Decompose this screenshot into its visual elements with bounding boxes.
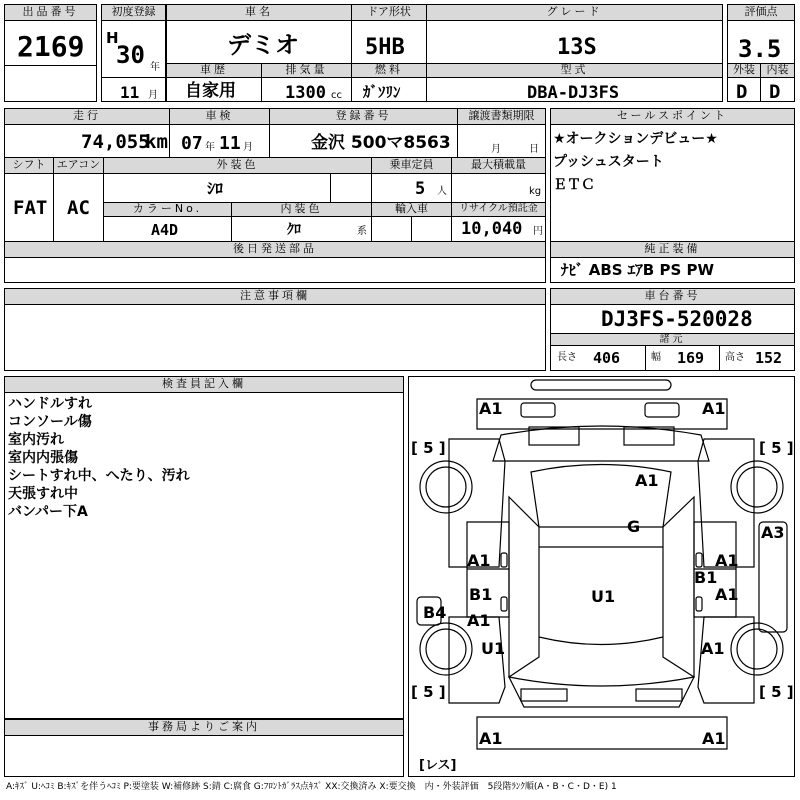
damage-rear-left: A1 xyxy=(479,729,503,748)
exterior-grade: D xyxy=(736,81,748,103)
damage-right-rear-fender: A1 xyxy=(701,639,725,658)
note-line: ハンドルすれ xyxy=(8,396,92,412)
displacement-header: 排気量 xyxy=(262,64,351,78)
chassis-box xyxy=(550,288,795,371)
score-box xyxy=(727,4,795,102)
legend: A:ｷｽﾞ U:ﾍｺﾐ B:ｷｽﾞを伴うﾍｺﾐ P:要塗装 W:補修跡 S:錆 C:腐食 G:ﾌﾛﾝﾄｶﾞﾗｽ点ｷｽﾞ XX:交換済み X:要交換 内・外装評価 5段階ﾗﾝｸ順(A・B・C・D・E) 1 xyxy=(6,782,617,792)
displacement: 1300 xyxy=(285,83,326,103)
capacity-header: 乗車定員 xyxy=(372,158,451,174)
model-header: 型式 xyxy=(427,64,722,78)
capacity: 5 xyxy=(415,179,426,199)
height: 152 xyxy=(755,349,783,367)
color-no-header: カラーNo. xyxy=(104,203,231,217)
first-registration-box xyxy=(101,4,166,102)
note-line: 室内汚れ xyxy=(8,432,64,448)
score-header: 評価点 xyxy=(728,5,794,21)
length-label: 長さ xyxy=(557,352,577,363)
damage-left-side: B4 xyxy=(423,603,447,622)
fuel-header: 燃料 xyxy=(352,64,426,78)
damage-right-side: A3 xyxy=(761,523,785,542)
reg-month: 11 xyxy=(120,83,140,102)
damage-front-left: A1 xyxy=(479,399,503,418)
chassis-no-header: 車台番号 xyxy=(551,289,794,305)
capacity-unit: 人 xyxy=(437,186,447,197)
reg-no-header: 登録番号 xyxy=(270,109,457,125)
displacement-unit: cc xyxy=(331,90,342,101)
car-info-box xyxy=(166,4,723,102)
interior-color: ｸﾛ xyxy=(287,222,301,238)
note-line: 室内内張傷 xyxy=(8,450,78,466)
mileage-unit: km xyxy=(145,131,168,153)
damage-rear-right: A1 xyxy=(702,729,726,748)
tire-front-right: [ 5 ] xyxy=(759,439,794,457)
spare-tire: [レス] xyxy=(419,758,457,773)
sales-point-2: プッシュスタート xyxy=(553,154,664,170)
grade: 13S xyxy=(557,35,597,60)
damage-windshield: G xyxy=(627,517,641,536)
note-line: シートすれ中、へたり、汚れ xyxy=(8,468,190,484)
era: H xyxy=(106,29,119,47)
inspector-notes-list xyxy=(8,395,190,521)
mileage: 74,055 xyxy=(81,131,150,153)
max-load-header: 最大積載量 xyxy=(452,158,545,174)
damage-left-rear-door-b: B1 xyxy=(469,585,493,604)
shift-header: シフト xyxy=(5,158,53,174)
later-parts-header: 後日発送部品 xyxy=(5,242,545,258)
tire-front-left: [ 5 ] xyxy=(411,439,446,457)
lot-number-header: 出品番号 xyxy=(5,5,96,21)
note-line: コンソール傷 xyxy=(8,414,92,430)
transfer-deadline-header: 譲渡書類期限 xyxy=(458,109,545,125)
main-info-box xyxy=(4,108,546,242)
length: 406 xyxy=(593,349,621,367)
note-line: 天張すれ中 xyxy=(8,486,78,502)
damage-left-front-door: A1 xyxy=(467,551,491,570)
width: 169 xyxy=(677,349,705,367)
exterior-color-header: 外装色 xyxy=(104,158,371,174)
mileage-header: 走行 xyxy=(5,109,169,125)
note-line: バンパー下A xyxy=(8,504,88,520)
inspection-header: 車検 xyxy=(170,109,269,125)
fuel: ｶﾞｿﾘﾝ xyxy=(363,83,401,101)
tire-rear-left: [ 5 ] xyxy=(411,683,446,701)
aircon-header: エアコン xyxy=(54,158,103,174)
vehicle-diagram xyxy=(408,376,795,777)
transfer-month-unit: 月 xyxy=(491,144,501,155)
imported-header: 輸入車 xyxy=(372,203,451,217)
tire-rear-right: [ 5 ] xyxy=(759,683,794,701)
aircon: AC xyxy=(67,197,90,219)
model: DBA-DJ3FS xyxy=(527,83,620,103)
inspection-month-unit: 月 xyxy=(243,142,253,153)
shift: FAT xyxy=(13,197,48,219)
damage-right-front-door: A1 xyxy=(715,551,739,570)
sales-points-box xyxy=(550,108,795,242)
reg-no: 金沢 500マ8563 xyxy=(311,133,451,153)
specs-header: 諸元 xyxy=(551,334,794,346)
recycle: 10,040 xyxy=(461,219,523,239)
damage-right-rear-door: A1 xyxy=(715,585,739,604)
genuine-equipment-box xyxy=(550,241,795,283)
damage-left-rear-door-a: A1 xyxy=(467,611,491,630)
damage-hood: A1 xyxy=(635,471,659,490)
damage-front-right: A1 xyxy=(702,399,726,418)
grade-header: グレード xyxy=(427,5,722,21)
exterior-grade-header: 外装 xyxy=(728,64,760,78)
car-name-header: 車名 xyxy=(167,5,351,21)
exterior-color: ｼﾛ xyxy=(207,179,224,198)
genuine-equipment-header: 純正装備 xyxy=(551,242,794,258)
caution-header: 注意事項欄 xyxy=(5,289,545,305)
inspection-month: 11 xyxy=(219,133,241,154)
recycle-unit: 円 xyxy=(533,226,543,237)
genuine-equipment: ﾅﾋﾞ ABS ｴｱB PS PW xyxy=(561,261,715,279)
inspector-notes-header: 検査員記入欄 xyxy=(5,377,403,393)
caution-box xyxy=(4,288,546,371)
damage-right-front-door-b: B1 xyxy=(694,568,718,587)
lot-number-box xyxy=(4,4,97,102)
color-no: A4D xyxy=(151,221,179,239)
inspection-year-unit: 年 xyxy=(205,142,215,153)
door-type: 5HB xyxy=(365,35,405,60)
inspector-notes-box xyxy=(4,376,404,719)
transfer-day-unit: 日 xyxy=(529,144,539,155)
sales-point-3: ＥＴＣ xyxy=(553,177,595,193)
car-outline-svg xyxy=(409,377,794,776)
damage-roof: U1 xyxy=(591,587,616,606)
sales-point-1: ★オークションデビュー★ xyxy=(553,131,718,147)
history: 自家用 xyxy=(185,81,236,101)
office-notice-box xyxy=(4,719,404,777)
reg-year: 30 xyxy=(116,41,145,69)
chassis-no: DJ3FS-520028 xyxy=(601,307,753,331)
interior-color-suffix: 系 xyxy=(357,226,367,237)
later-parts-box xyxy=(4,241,546,283)
interior-grade: D xyxy=(769,81,781,103)
car-name: デミオ xyxy=(227,31,299,59)
recycle-header: リサイクル預託金 xyxy=(452,203,545,217)
month-unit: 月 xyxy=(148,90,158,101)
height-label: 高さ xyxy=(725,352,745,363)
lot-number: 2169 xyxy=(17,30,85,63)
damage-left-rear-fender: U1 xyxy=(481,639,506,658)
score: 3.5 xyxy=(738,35,782,63)
year-unit: 年 xyxy=(150,62,160,73)
inspection-year: 07 xyxy=(181,133,203,154)
interior-color-header: 内装色 xyxy=(232,203,371,217)
history-header: 車歴 xyxy=(167,64,261,78)
office-notice-header: 事務局よりご案内 xyxy=(5,720,403,736)
max-load-unit: kg xyxy=(529,186,542,197)
first-registration-header: 初度登録 xyxy=(102,5,165,21)
width-label: 幅 xyxy=(651,352,661,363)
door-type-header: ドア形状 xyxy=(352,5,426,21)
interior-grade-header: 内装 xyxy=(761,64,794,78)
sales-points-header: セールスポイント xyxy=(551,109,794,125)
